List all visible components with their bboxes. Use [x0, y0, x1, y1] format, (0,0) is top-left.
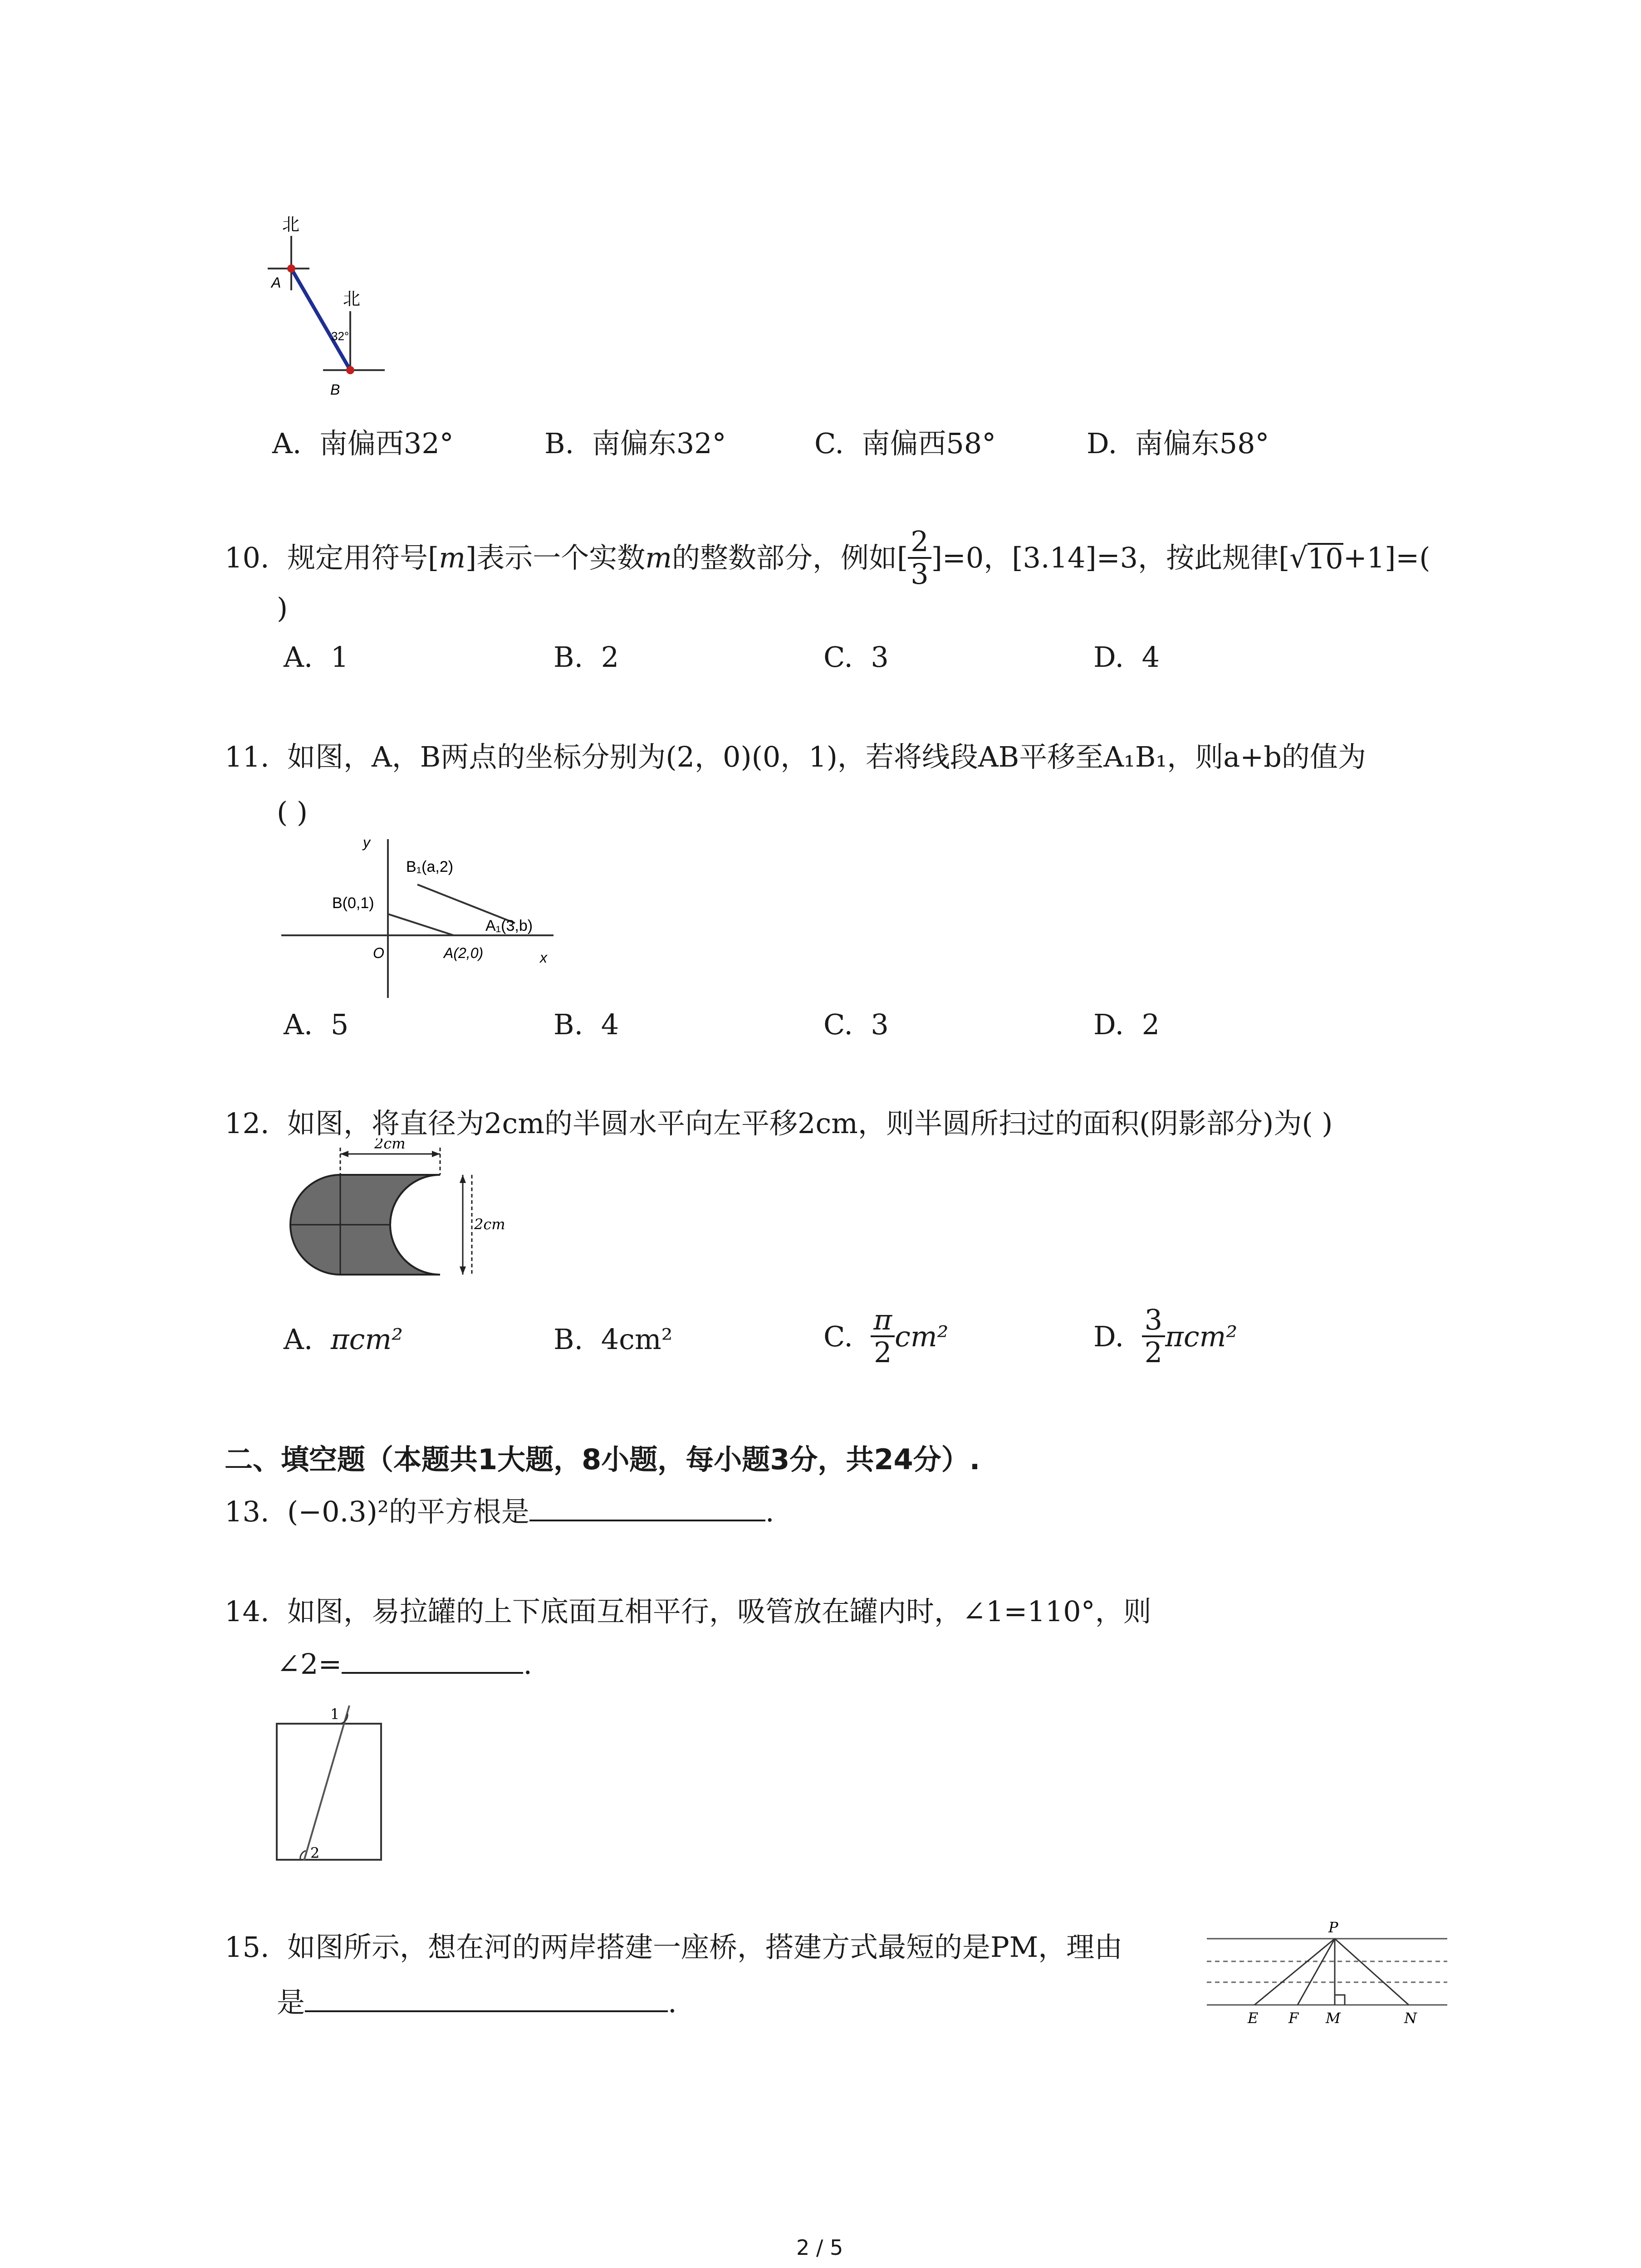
label-m: M	[1326, 2009, 1341, 2027]
origin-label: O	[373, 945, 384, 961]
q11-stem: 11. 如图，A，B两点的坐标分别为(2，0)(0，1)，若将线段AB平移至A₁B₁，则a+b的值为	[225, 740, 1366, 773]
q12-semicircle-figure	[272, 1139, 508, 1311]
a1-label: A₁(3,b)	[485, 917, 533, 934]
b1-label: B₁(a,2)	[406, 858, 454, 875]
q11-option-a: A. 5	[284, 1008, 349, 1041]
angle-2-label: 2	[310, 1844, 320, 1862]
can-outline	[277, 1724, 381, 1860]
top-arrow-right-head	[432, 1151, 440, 1157]
q15-stem: 15. 如图所示，想在河的两岸搭建一座桥，搭建方式最短的是PM，理由	[225, 1931, 1123, 1964]
north-label-b: 北	[343, 290, 361, 309]
q10-option-a: A. 1	[284, 640, 349, 674]
angle-1-label: 1	[330, 1706, 340, 1723]
right-arrow-bottom-head	[460, 1266, 466, 1275]
q13-answer-blank[interactable]	[529, 1497, 765, 1521]
q9-option-b: B. 南偏东32°	[544, 427, 726, 460]
top-arrow-left-head	[340, 1151, 348, 1157]
q10-option-b: B. 2	[554, 640, 619, 674]
q15-river-figure	[1198, 1914, 1452, 2050]
q9-option-c: C. 南偏西58°	[814, 427, 996, 460]
q10-stem: 10. 规定用符号[ m ]表示一个实数 m 的整数部分，例如[ $\frac{2}{3}$ ]=0，[3.14]=3，按此规律[ √ 10 +1]=(	[225, 525, 1430, 591]
label-f: F	[1288, 2009, 1299, 2027]
right-dimension-label: 2cm	[474, 1216, 505, 1233]
label-b: B	[330, 381, 340, 398]
q11-option-c: C. 3	[823, 1008, 889, 1041]
q12-stem: 12. 如图，将直径为2cm的半圆水平向左平移2cm，则半圆所扫过的面积(阴影部分)为( )	[225, 1107, 1333, 1140]
segment-ab	[291, 269, 350, 370]
q10-option-c: C. 3	[823, 640, 889, 674]
page-number: 2 / 5	[796, 2235, 843, 2260]
label-p: P	[1328, 1919, 1338, 1936]
q11-option-b: B. 4	[554, 1008, 619, 1041]
north-label-a: 北	[282, 215, 300, 235]
q12-option-a: A. πcm²	[284, 1323, 403, 1356]
q10-fraction: $\frac{2}{3}$	[908, 526, 931, 590]
q9-bearing-figure	[254, 209, 399, 408]
right-angle-mark	[1335, 1995, 1345, 2005]
q9-option-a: A. 南偏西32°	[272, 427, 454, 460]
q14-answer-blank[interactable]	[342, 1649, 523, 1674]
q12-option-d: D. $\frac{3}{2}$ πcm²	[1093, 1303, 1238, 1369]
line-pf	[1298, 1939, 1335, 2005]
section-2-title: 二、填空题（本题共1大题，8小题，每小题3分，共24分）.	[225, 1443, 980, 1476]
point-b	[346, 366, 354, 374]
q11-paren: ( )	[277, 796, 308, 829]
q15-answer-blank[interactable]	[305, 1988, 668, 2012]
straw-line	[304, 1706, 349, 1861]
q12-option-b: B. 4cm²	[554, 1323, 673, 1356]
q13-stem: 13. (−0.3)²的平方根是 .	[225, 1495, 774, 1528]
q14-line2: ∠2= .	[277, 1647, 533, 1681]
top-dimension-label: 2cm	[374, 1139, 406, 1152]
line-pe	[1254, 1939, 1335, 2005]
angle-label: 32°	[331, 329, 349, 343]
q14-can-figure	[268, 1696, 404, 1878]
q10-option-d: D. 4	[1093, 640, 1160, 674]
q11-coordinate-figure	[272, 830, 563, 1002]
a-label: A(2,0)	[444, 945, 484, 961]
q10-close-paren: )	[277, 591, 288, 625]
b-label: B(0,1)	[332, 894, 374, 912]
q12-option-c: C. $\frac{\pi}{2}$ cm²	[823, 1303, 949, 1369]
q14-stem: 14. 如图，易拉罐的上下底面互相平行，吸管放在罐内时，∠1=110°，则	[225, 1595, 1151, 1628]
label-a: A	[271, 274, 281, 291]
y-axis-label: y	[363, 834, 370, 850]
label-n: N	[1404, 2009, 1417, 2027]
label-e: E	[1248, 2009, 1259, 2027]
q11-option-d: D. 2	[1093, 1008, 1160, 1041]
segment-ab	[388, 914, 454, 935]
x-axis-label: x	[540, 949, 547, 966]
q15-line2: 是 .	[277, 1986, 677, 2019]
point-a	[287, 264, 295, 273]
right-arrow-top-head	[460, 1175, 466, 1183]
line-pn	[1335, 1939, 1409, 2005]
q9-option-d: D. 南偏东58°	[1087, 427, 1269, 460]
